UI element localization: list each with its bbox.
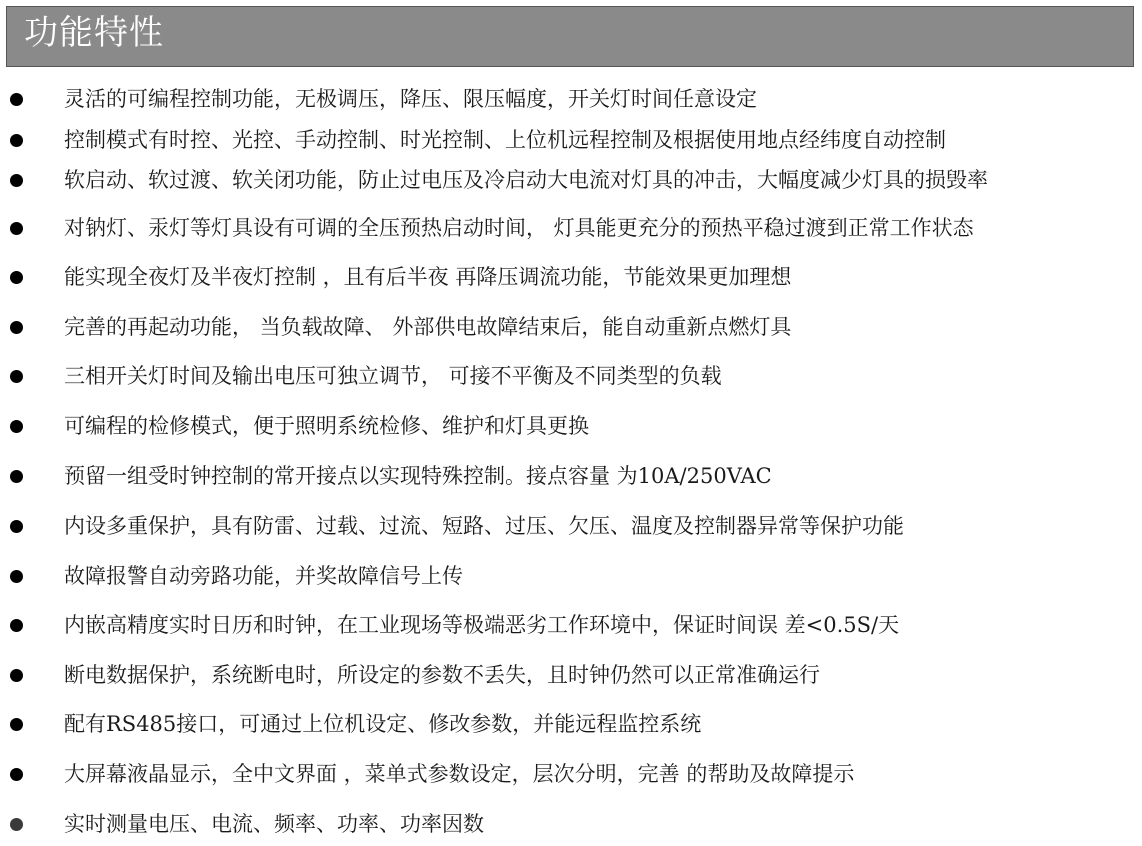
feature-text: 软启动、软过渡、软关闭功能，防止过电压及冷启动大电流对灯具的冲击，大幅度减少灯具的损毁率: [64, 168, 988, 192]
bullet-icon: [10, 520, 23, 533]
feature-text: 完善的再起动功能， 当负载故障、 外部供电故障结束后，能自动重新点燃灯具: [64, 315, 792, 339]
bullet-icon: [10, 420, 23, 433]
bullet-icon: [10, 134, 23, 147]
bullet-icon: [10, 619, 23, 632]
feature-item: [0, 657, 1142, 693]
feature-text: 内设多重保护，具有防雷、过载、过流、短路、过压、欠压、温度及控制器异常等保护功能: [64, 514, 904, 538]
feature-text: 灵活的可编程控制功能，无极调压，降压、限压幅度，开关灯时间任意设定: [64, 87, 757, 111]
bullet-icon: [10, 570, 23, 583]
feature-text: 能实现全夜灯及半夜灯控制 ，且有后半夜 再降压调流功能，节能效果更加理想: [64, 265, 792, 289]
feature-text: 可编程的检修模式，便于照明系统检修、维护和灯具更换: [64, 414, 589, 438]
feature-text: 对钠灯、汞灯等灯具设有可调的全压预热启动时间， 灯具能更充分的预热平稳过渡到正常工作状态: [64, 216, 974, 240]
bullet-icon: [10, 768, 23, 781]
feature-item: [0, 309, 1142, 345]
bullet-icon: [10, 321, 23, 334]
feature-item: [0, 806, 1142, 842]
feature-item: [0, 607, 1142, 643]
feature-item: [0, 122, 1142, 158]
feature-item: [0, 458, 1142, 494]
bullet-icon: [10, 669, 23, 682]
feature-text: 控制模式有时控、光控、手动控制、时光控制、上位机远程控制及根据使用地点经纬度自动控制: [64, 128, 946, 152]
bullet-icon: [10, 370, 23, 383]
feature-item: [0, 358, 1142, 394]
feature-text: 实时测量电压、电流、频率、功率、功率因数: [64, 812, 484, 836]
feature-item: [0, 706, 1142, 742]
bullet-icon: [10, 470, 23, 483]
bullet-icon: [10, 222, 23, 235]
feature-text: 故障报警自动旁路功能，并奖故障信号上传: [64, 564, 463, 588]
bullet-icon: [10, 93, 23, 106]
bullet-icon: [10, 174, 23, 187]
feature-text: 预留一组受时钟控制的常开接点以实现特殊控制。接点容量 为10A/250VAC: [64, 464, 772, 488]
feature-item: [0, 408, 1142, 444]
bullet-icon: [10, 718, 23, 731]
feature-item: [0, 508, 1142, 544]
feature-item: [0, 162, 1142, 198]
feature-item: [0, 81, 1142, 117]
feature-item: [0, 558, 1142, 594]
feature-text: 内嵌高精度实时日历和时钟，在工业现场等极端恶劣工作环境中，保证时间误 差<0.5S/天: [64, 613, 900, 637]
feature-text: 断电数据保护，系统断电时，所设定的参数不丢失，且时钟仍然可以正常准确运行: [64, 663, 820, 687]
feature-text: 大屏幕液晶显示，全中文界面 ，菜单式参数设定，层次分明，完善 的帮助及故障提示: [64, 762, 855, 786]
bullet-icon: [10, 818, 23, 831]
feature-text: 三相开关灯时间及输出电压可独立调节， 可接不平衡及不同类型的负载: [64, 364, 722, 388]
section-title: 功能特性: [24, 13, 164, 53]
feature-item: [0, 756, 1142, 792]
bullet-icon: [10, 271, 23, 284]
feature-item: [0, 210, 1142, 246]
feature-item: [0, 259, 1142, 295]
feature-text: 配有RS485接口，可通过上位机设定、修改参数，并能远程监控系统: [64, 712, 702, 736]
